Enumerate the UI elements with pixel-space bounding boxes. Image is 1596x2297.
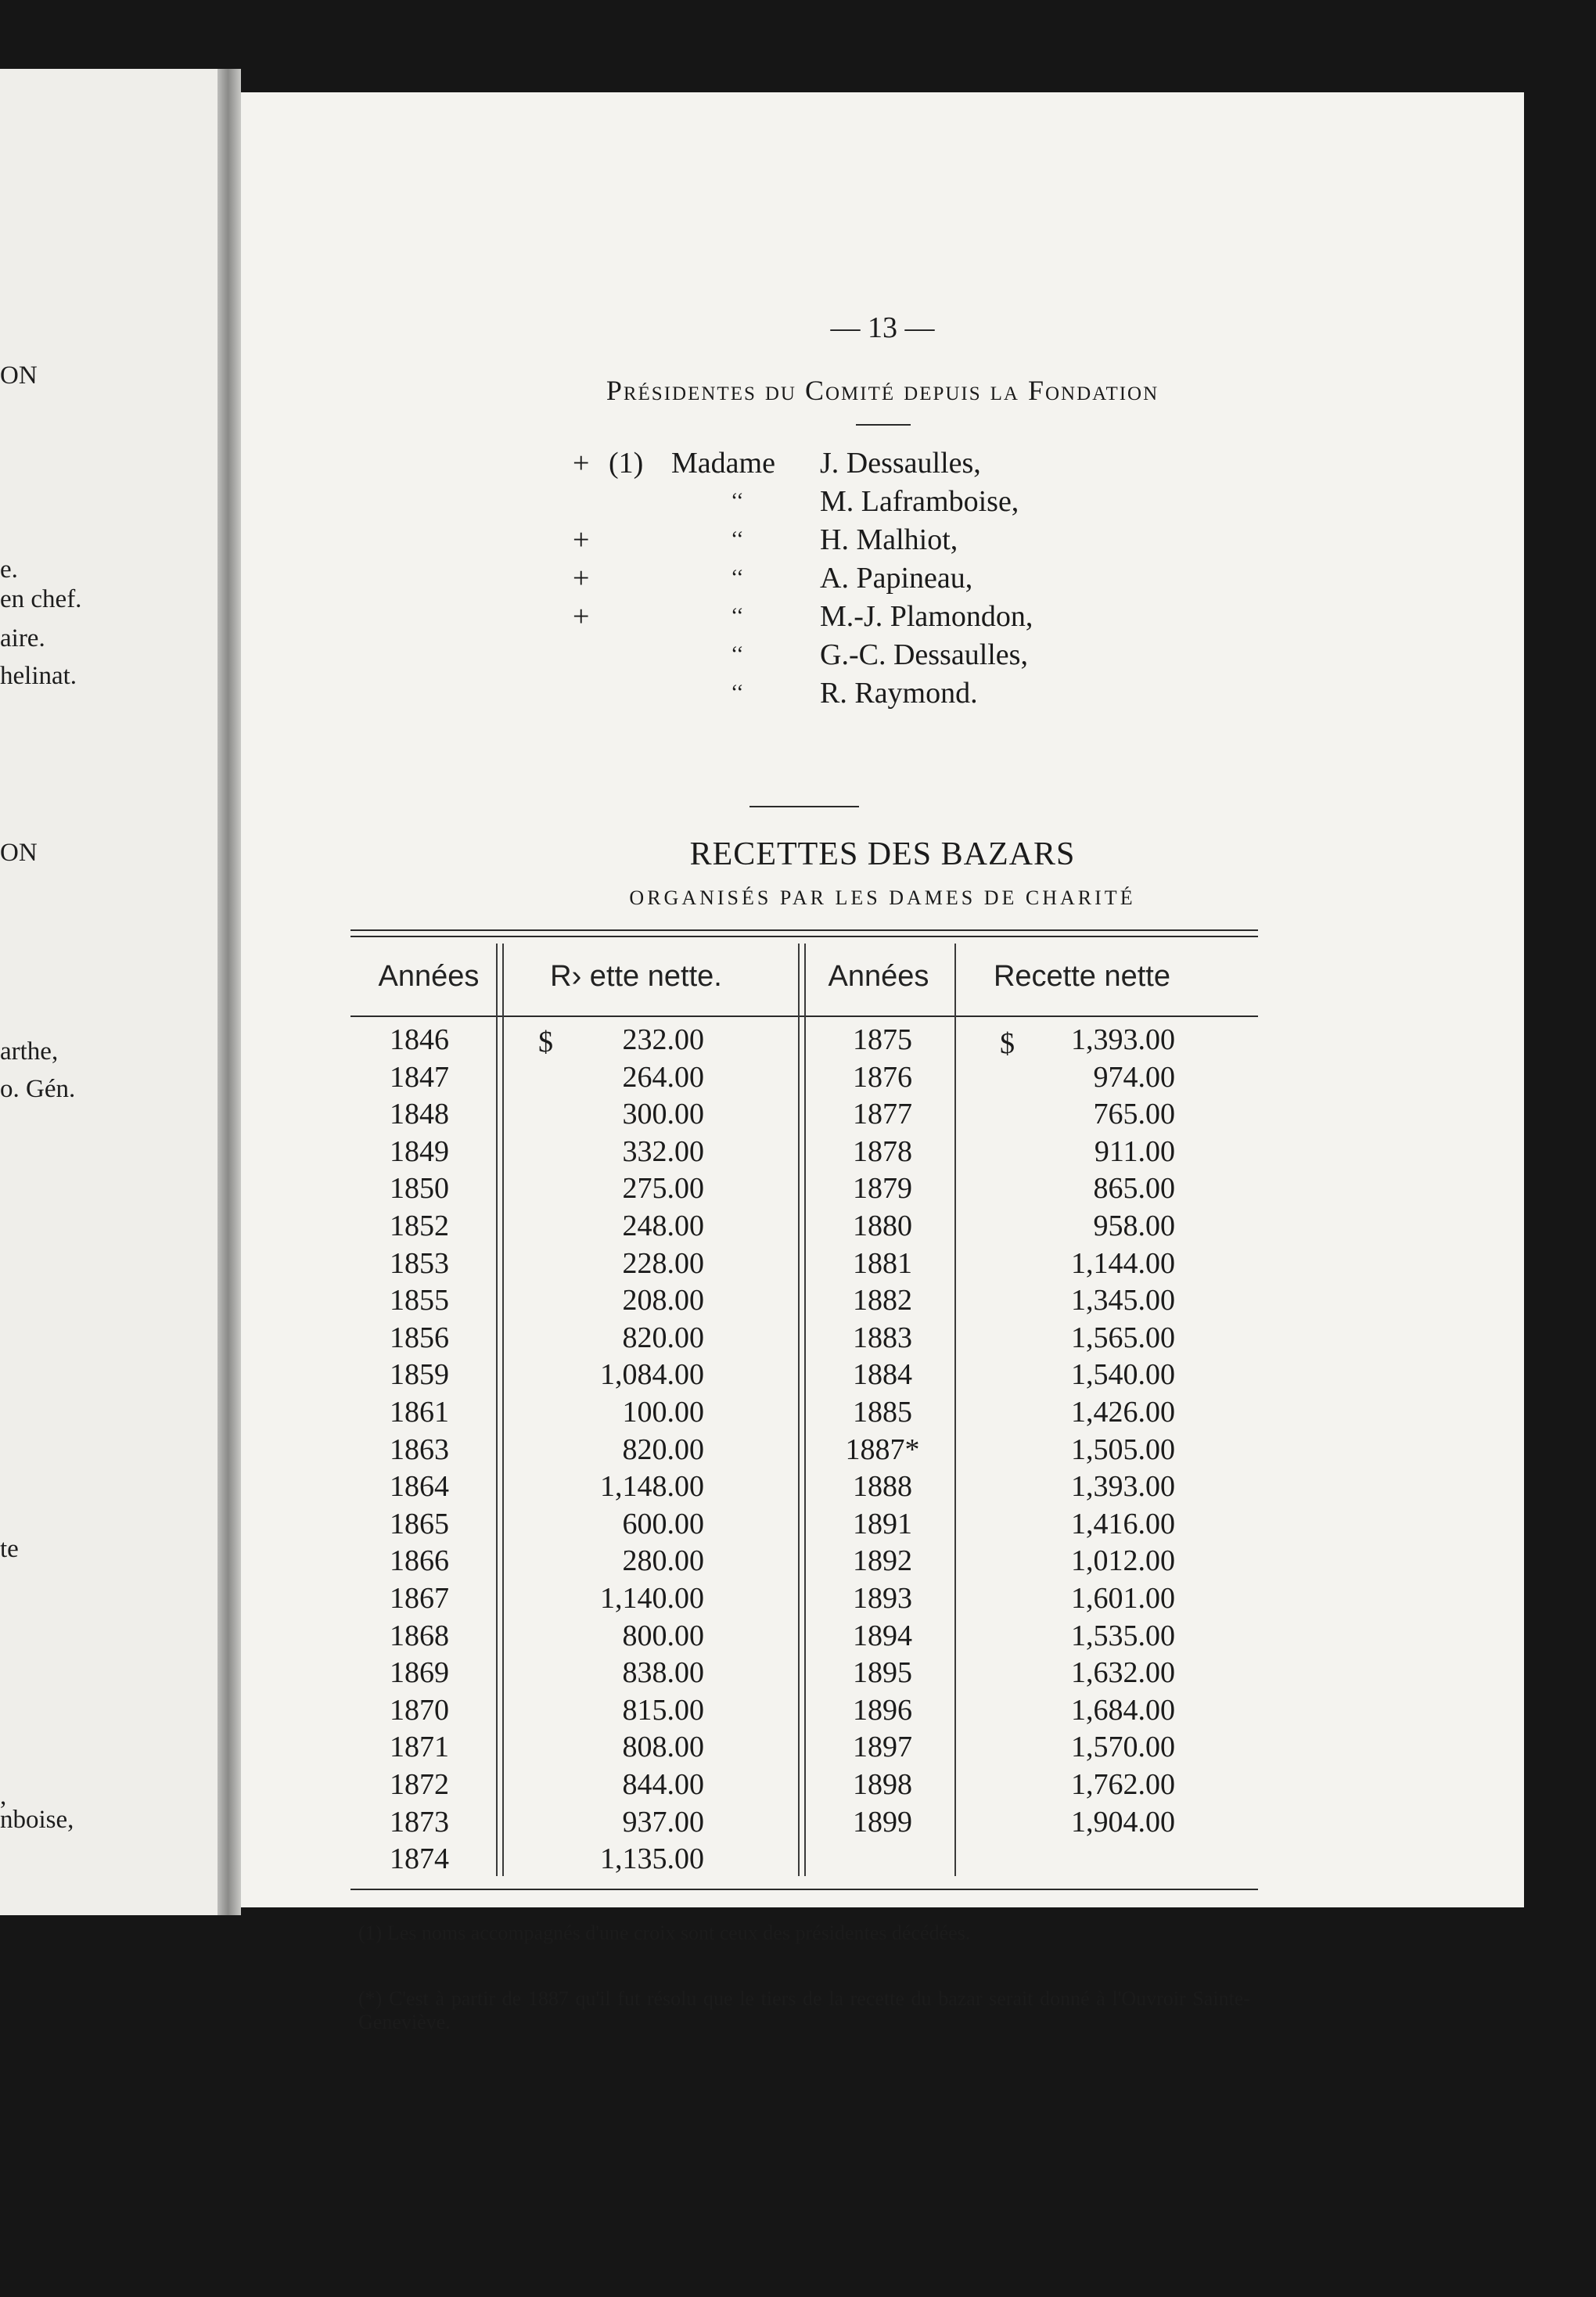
year-cell: 1852 [390, 1210, 449, 1242]
table-row [241, 1320, 1524, 1357]
column-header-amount: Recette nette [993, 960, 1171, 993]
table-top-rule [350, 929, 1258, 931]
year-cell: 1868 [390, 1619, 449, 1652]
amount-cell: 1,684.00 [1071, 1693, 1175, 1727]
amount-cell: 228.00 [622, 1246, 704, 1280]
amount-cell: 232.00 [622, 1023, 704, 1056]
table-row [241, 1357, 1524, 1394]
year-cell: 1893 [853, 1582, 912, 1615]
year-cell: 1884 [853, 1358, 912, 1392]
amount-cell: 100.00 [622, 1396, 704, 1429]
presidents-heading: Présidentes du Comité depuis la Fondation [606, 375, 1159, 406]
table-row [241, 1096, 1524, 1134]
document-page [241, 92, 1524, 1907]
president-row [241, 674, 1524, 712]
facing-page-line: e. [0, 555, 18, 584]
facing-page-line: nboise, [0, 1806, 74, 1834]
table-row [241, 1618, 1524, 1655]
year-cell: 1883 [853, 1321, 912, 1354]
amount-cell: 1,012.00 [1071, 1544, 1175, 1578]
table-row [241, 1282, 1524, 1320]
amount-cell: 911.00 [1094, 1134, 1175, 1168]
amount-cell: 1,904.00 [1071, 1805, 1175, 1839]
amount-cell: 1,416.00 [1071, 1507, 1175, 1540]
amount-cell: 332.00 [622, 1134, 704, 1168]
president-name: R. Raymond. [820, 677, 978, 710]
amount-cell: 800.00 [622, 1619, 704, 1652]
facing-page-line: en chef. [0, 585, 82, 613]
year-cell: 1888 [853, 1470, 912, 1504]
year-cell: 1891 [853, 1507, 912, 1540]
amount-cell: 958.00 [1093, 1210, 1175, 1242]
facing-page-line: o. Gén. [0, 1075, 76, 1103]
column-header-years: Années [828, 960, 929, 993]
year-cell: 1859 [390, 1358, 449, 1392]
year-cell: 1896 [853, 1693, 912, 1727]
divider [856, 424, 911, 426]
cross-mark: + [573, 600, 590, 633]
president-name: G.-C. Dessaulles, [820, 638, 1028, 671]
amount-cell: 1,084.00 [600, 1358, 704, 1392]
ditto-mark: ‘‘ [731, 566, 744, 590]
year-cell: 1873 [390, 1805, 449, 1839]
table-row [241, 1655, 1524, 1692]
year-cell: 1885 [853, 1396, 912, 1429]
amount-cell: 280.00 [622, 1544, 704, 1578]
year-cell: 1864 [390, 1470, 449, 1504]
table-row [241, 1134, 1524, 1171]
facing-page-line: aire. [0, 624, 45, 652]
amount-cell: 765.00 [1093, 1098, 1175, 1131]
year-cell: 1895 [853, 1656, 912, 1690]
ditto-mark: ‘‘ [731, 604, 744, 628]
amount-cell: 1,135.00 [600, 1842, 704, 1876]
president-name: J. Dessaulles, [820, 447, 981, 480]
table-row [241, 1394, 1524, 1432]
currency-symbol: $ [1000, 1027, 1015, 1060]
cross-mark: + [573, 562, 590, 595]
facing-page-line: helinat. [0, 662, 77, 690]
table-row [241, 1767, 1524, 1804]
ditto-mark: ‘‘ [731, 527, 744, 552]
year-cell: 1887* [845, 1432, 920, 1466]
year-cell: 1855 [390, 1284, 449, 1317]
president-name: H. Malhiot, [820, 523, 958, 556]
year-cell: 1846 [390, 1023, 449, 1056]
year-cell: 1865 [390, 1507, 449, 1540]
table-bottom-rule [350, 1889, 1258, 1890]
amount-cell: 1,148.00 [600, 1470, 704, 1504]
year-cell: 1892 [853, 1544, 912, 1578]
footnote-cross: (1) Les noms accompagnés d'une croix sont ceux des présidentes décédées. [358, 1921, 971, 1944]
year-cell: 1847 [390, 1060, 449, 1094]
year-cell: 1869 [390, 1656, 449, 1690]
president-row [241, 559, 1524, 597]
year-cell: 1878 [853, 1134, 912, 1168]
president-row [241, 483, 1524, 520]
ditto-mark: ‘‘ [731, 681, 744, 705]
amount-cell: 1,345.00 [1071, 1284, 1175, 1317]
year-cell: 1863 [390, 1432, 449, 1466]
amount-cell: 865.00 [1093, 1172, 1175, 1206]
table-row [241, 1246, 1524, 1283]
year-cell: 1856 [390, 1321, 449, 1354]
page-number: — 13 — [830, 311, 935, 344]
table-row [241, 1506, 1524, 1544]
year-cell: 1898 [853, 1768, 912, 1801]
ditto-mark: ‘‘ [731, 489, 744, 513]
table-row [241, 1841, 1524, 1878]
amount-cell: 1,140.00 [600, 1582, 704, 1615]
president-name: M.-J. Plamondon, [820, 600, 1033, 633]
year-cell: 1899 [853, 1805, 912, 1839]
amount-cell: 264.00 [622, 1060, 704, 1094]
honorific: Madame [671, 447, 775, 480]
amount-cell: 1,762.00 [1071, 1768, 1175, 1801]
amount-cell: 820.00 [622, 1321, 704, 1354]
cross-mark: + [573, 523, 590, 556]
president-row [241, 444, 1524, 482]
year-cell: 1874 [390, 1842, 449, 1876]
footnote-asterisk: (*) C'est à partir de 1887 qu'il fut résolu que le tiers de la recette du bazar serait donné à l'Ouvroir Sainte-Geneviève. [358, 1987, 1250, 2033]
year-cell: 1881 [853, 1246, 912, 1280]
amount-cell: 248.00 [622, 1210, 704, 1242]
amount-cell: 1,601.00 [1071, 1582, 1175, 1615]
year-cell: 1867 [390, 1582, 449, 1615]
amount-cell: 1,535.00 [1071, 1619, 1175, 1652]
cross-mark: + [573, 447, 590, 480]
column-header-years: Années [378, 960, 480, 993]
president-row [241, 521, 1524, 559]
amount-cell: 844.00 [622, 1768, 704, 1801]
facing-page-line: , [0, 1782, 7, 1810]
table-title: RECETTES DES BAZARS [689, 836, 1076, 872]
president-name: M. Laframboise, [820, 485, 1019, 518]
amount-cell: 1,144.00 [1071, 1246, 1175, 1280]
year-cell: 1877 [853, 1098, 912, 1131]
president-row [241, 636, 1524, 674]
year-cell: 1879 [853, 1172, 912, 1206]
amount-cell: 974.00 [1093, 1060, 1175, 1094]
year-cell: 1870 [390, 1693, 449, 1727]
table-row [241, 1692, 1524, 1730]
table-row [241, 1543, 1524, 1580]
year-cell: 1850 [390, 1172, 449, 1206]
facing-page-line: te [0, 1535, 19, 1563]
year-cell: 1880 [853, 1210, 912, 1242]
president-name: A. Papineau, [820, 562, 973, 595]
currency-symbol: $ [538, 1026, 553, 1059]
facing-page [0, 69, 217, 1915]
amount-cell: 1,393.00 [1071, 1470, 1175, 1504]
year-cell: 1849 [390, 1134, 449, 1168]
divider [749, 806, 859, 807]
table-row [241, 1059, 1524, 1097]
amount-cell: 1,426.00 [1071, 1396, 1175, 1429]
amount-cell: 1,632.00 [1071, 1656, 1175, 1690]
facing-page-line: arthe, [0, 1037, 59, 1066]
year-cell: 1848 [390, 1098, 449, 1131]
amount-cell: 300.00 [622, 1098, 704, 1131]
year-cell: 1897 [853, 1731, 912, 1764]
year-cell: 1894 [853, 1619, 912, 1652]
facing-page-line: ON [0, 361, 38, 390]
table-row [241, 1580, 1524, 1618]
amount-cell: 1,540.00 [1071, 1358, 1175, 1392]
table-subtitle: ORGANISÉS PAR LES DAMES DE CHARITÉ [629, 886, 1136, 909]
ditto-mark: ‘‘ [731, 642, 744, 667]
amount-cell: 815.00 [622, 1693, 704, 1727]
amount-cell: 820.00 [622, 1432, 704, 1466]
column-header-amount: R› ette nette. [550, 960, 722, 993]
year-cell: 1875 [853, 1023, 912, 1056]
year-cell: 1871 [390, 1731, 449, 1764]
table-row [241, 1208, 1524, 1246]
year-cell: 1853 [390, 1246, 449, 1280]
footnote-ref: (1) [609, 447, 644, 480]
book-gutter [217, 69, 241, 1915]
amount-cell: 1,505.00 [1071, 1432, 1175, 1466]
year-cell: 1876 [853, 1060, 912, 1094]
year-cell: 1866 [390, 1544, 449, 1578]
amount-cell: 808.00 [622, 1731, 704, 1764]
year-cell: 1882 [853, 1284, 912, 1317]
president-row [241, 598, 1524, 635]
table-row [241, 1432, 1524, 1469]
year-cell: 1872 [390, 1768, 449, 1801]
table-row [241, 1170, 1524, 1208]
amount-cell: 208.00 [622, 1284, 704, 1317]
amount-cell: 600.00 [622, 1507, 704, 1540]
table-row [241, 1804, 1524, 1842]
amount-cell: 838.00 [622, 1656, 704, 1690]
table-row [241, 1729, 1524, 1767]
facing-page-line: ON [0, 839, 38, 867]
amount-cell: 937.00 [622, 1805, 704, 1839]
year-cell: 1861 [390, 1396, 449, 1429]
table-top-rule [350, 936, 1258, 937]
amount-cell: 1,393.00 [1071, 1023, 1175, 1056]
amount-cell: 1,570.00 [1071, 1731, 1175, 1764]
amount-cell: 1,565.00 [1071, 1321, 1175, 1354]
table-row [241, 1468, 1524, 1506]
table-row [241, 1022, 1524, 1059]
amount-cell: 275.00 [622, 1172, 704, 1206]
